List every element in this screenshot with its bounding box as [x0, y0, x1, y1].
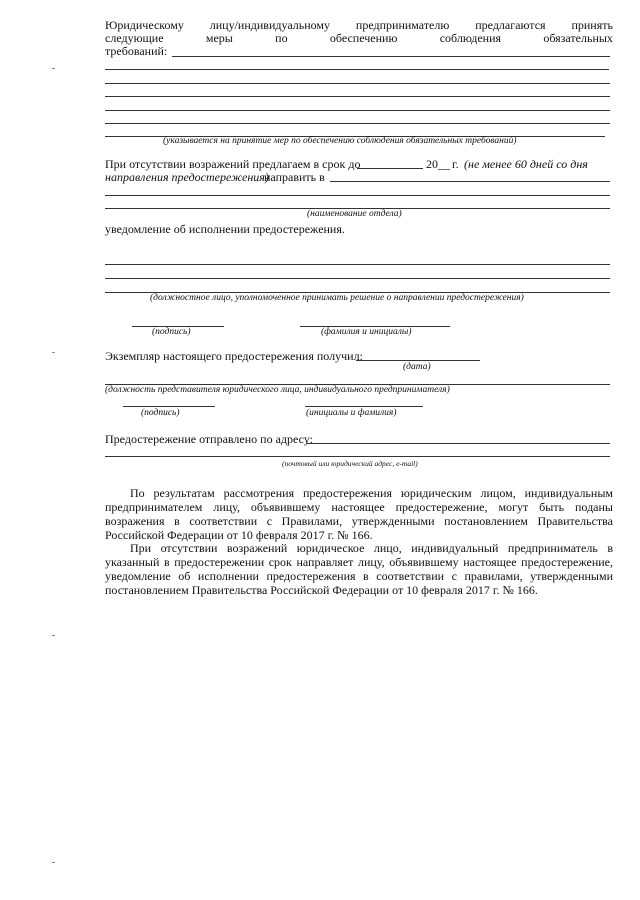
notice-text: уведомление об исполнении предостережения. — [105, 222, 345, 236]
measures-word: принять — [571, 18, 613, 32]
measures-label: требований: — [105, 44, 168, 58]
measures-word: по — [275, 31, 288, 45]
department-caption: (наименование отдела) — [307, 209, 402, 219]
official-caption: (должностное лицо, уполномоченное принимать решение о направлении предостережения) — [150, 293, 524, 303]
measures-caption: (указывается на принятие мер по обеспечению соблюдения обязательных требований) — [163, 136, 517, 146]
official-fill-line[interactable] — [105, 264, 610, 265]
measures-word: обязательных — [543, 31, 613, 45]
signature-caption: (подпись) — [152, 327, 191, 337]
received-label: Экземпляр настоящего предостережения получил: — [105, 349, 363, 363]
address-caption: (почтовый или юридический адрес, e-mail) — [282, 459, 418, 468]
measures-fill-line[interactable] — [105, 96, 610, 97]
official-fill-line[interactable] — [105, 278, 610, 279]
measures-word: лицу/индивидуальному — [209, 18, 331, 32]
department-fill-line[interactable] — [105, 195, 610, 196]
date-caption: (дата) — [403, 362, 431, 372]
measures-fill-line[interactable] — [105, 110, 610, 111]
scan-mark — [52, 635, 55, 636]
received-signature-caption: (подпись) — [141, 408, 180, 418]
initials-caption: (инициалы и фамилия) — [306, 408, 397, 418]
measures-word: обеспечению — [329, 31, 398, 45]
deadline-prefix: При отсутствии возражений предлагаем в срок до — [105, 157, 361, 171]
measures-word: следующие — [105, 31, 164, 45]
measures-word: предпринимателю — [355, 18, 450, 32]
send-to-label: направить в — [264, 170, 325, 184]
address-fill-line[interactable] — [105, 456, 610, 457]
received-signature-field[interactable] — [123, 406, 215, 407]
measures-line-1 — [105, 18, 613, 32]
measures-fill-line[interactable] — [105, 69, 609, 70]
name-caption: (фамилия и инициалы) — [321, 327, 412, 337]
scan-mark — [52, 68, 55, 69]
measures-line-2 — [105, 31, 613, 45]
measures-word: меры — [205, 31, 233, 45]
measures-fill-line[interactable] — [172, 56, 610, 57]
measures-word: соблюдения — [439, 31, 502, 45]
measures-word: Юридическому — [105, 18, 184, 32]
position-caption: (должность представителя юридического лица, индивидуального предпринимателя) — [105, 385, 450, 395]
deadline-date-field[interactable] — [357, 168, 423, 169]
received-date-field[interactable] — [356, 360, 480, 361]
address-field[interactable] — [306, 443, 610, 444]
deadline-year: 20__ — [426, 157, 450, 171]
department-field[interactable] — [330, 181, 610, 182]
scan-mark — [52, 352, 55, 353]
paragraph-objections: По результатам рассмотрения предостережения юридическим лицом, индивидуальным предпринимателем лицу, объявившему настоящее предостережение, могут быть поданы возражения в соответствии с Правилами, утвержденными постановлением Правительства Российской Федерации от 10 февраля 2017 г. № 166. — [105, 486, 613, 542]
measures-fill-line[interactable] — [105, 83, 610, 84]
deadline-note: (не менее 60 дней со дня — [464, 157, 588, 171]
deadline-year-suffix: г. — [452, 157, 459, 171]
scan-mark — [52, 862, 55, 863]
received-initials-field[interactable] — [305, 406, 423, 407]
address-label: Предостережение отправлено по адресу: — [105, 432, 313, 446]
paragraph-no-objections: При отсутствии возражений юридическое лицо, индивидуальный предприниматель в указанный в предостережении срок направляет лицу, объявившему настоящее предостережение, уведомление об исполнении предостережения в соответствии с правилами, утвержденными постановлением Правительства Российской Федерации от 10 февраля 2017 г. № 166. — [105, 541, 613, 597]
deadline-note: направления предостережения) — [105, 170, 269, 184]
measures-fill-line[interactable] — [105, 123, 610, 124]
measures-word: предлагаются — [475, 18, 546, 32]
